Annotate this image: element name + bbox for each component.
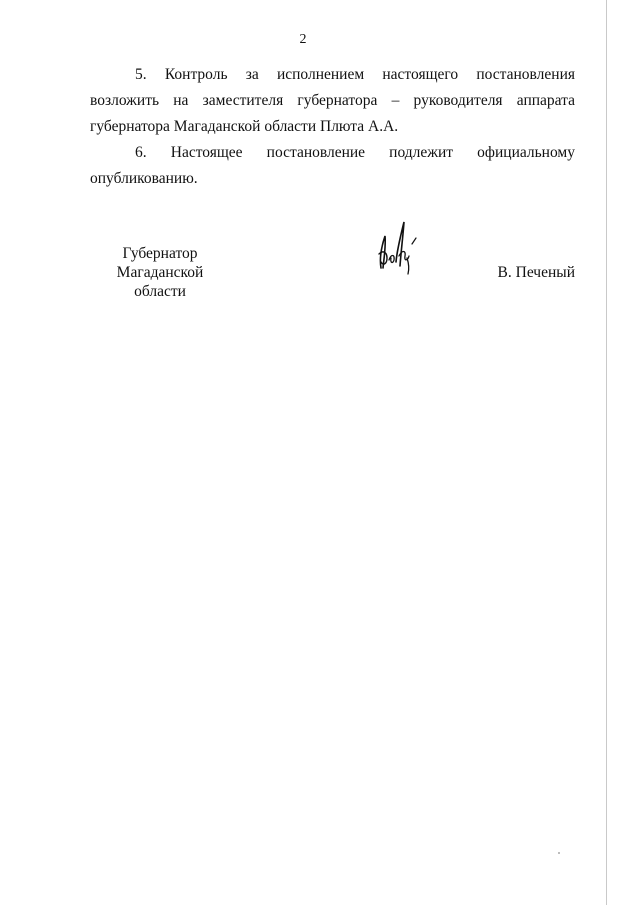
signatory-title-line-2: Магаданской области bbox=[116, 264, 204, 300]
page-edge-divider bbox=[606, 0, 607, 905]
signatory-title bbox=[90, 244, 230, 301]
page-number: 2 bbox=[299, 32, 307, 47]
document-body bbox=[90, 62, 575, 192]
scan-speck bbox=[558, 852, 560, 854]
paragraph-5: 5. Контроль за исполнением настоящего постановления возложить на заместителя губернатора – руководителя аппарата губернатора Магаданской области Плюта А.А. bbox=[90, 66, 575, 135]
handwritten-signature-icon bbox=[375, 216, 421, 276]
paragraph-6: 6. Настоящее постановление подлежит официальному опубликованию. bbox=[90, 144, 575, 187]
signatory-name: В. Печеный bbox=[497, 264, 575, 281]
signatory-title-line-1: Губернатор bbox=[122, 245, 198, 262]
signature-block bbox=[90, 244, 575, 300]
